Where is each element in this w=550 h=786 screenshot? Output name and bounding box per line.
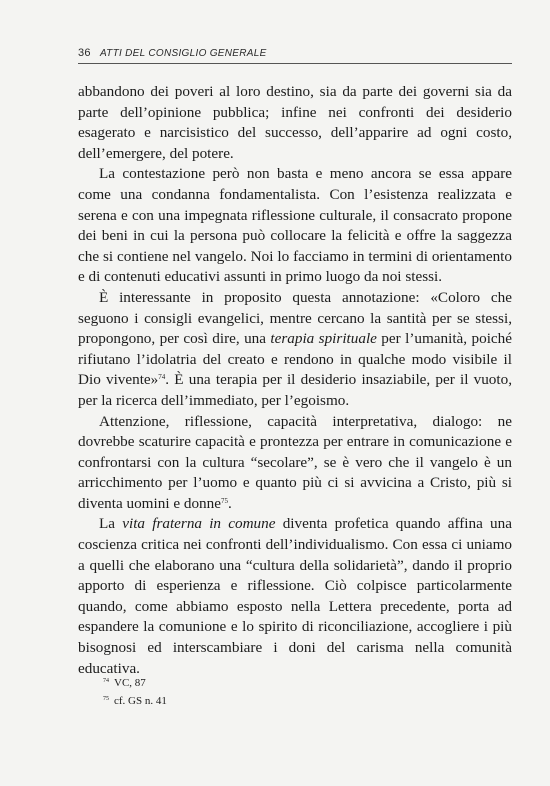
paragraph-1: abbandono dei poveri al loro destino, sia da parte dei governi sia da parte dell’opinione pubblica; infine nei confronti dei desiderio esagerato e narcisistico del successo, dell’apparire ad ogni costo, dell’emergere, del potere.	[78, 83, 512, 162]
footnote-ref[interactable]: 75	[220, 496, 228, 505]
text-segment: per l’umanità, poiché rifiutano l’idolatria del creato e rendono in qualche modo visibile il Dio vivente»	[78, 330, 512, 389]
footnote-text: VC, 87	[114, 677, 146, 689]
paragraph-3	[78, 288, 512, 412]
italic-term: vita fraterna in comune	[122, 515, 276, 533]
text-segment: . È una terapia per il desiderio insaziabile, per il vuoto, per la ricerca dell’immediato, per l’egoismo.	[78, 371, 513, 409]
text-segment: .	[227, 494, 232, 512]
text-segment: Attenzione, riflessione, capacità interpretativa, dialogo: ne dovrebbe scaturire capacità e prontezza per entrare in comunicazione e confrontarsi con la cultura “secolare”, se è vero che il vangelo è un arricchimento per l’uomo e quanto più ci si avvicina a Cristo, più si diventa uomini e donne	[78, 412, 512, 512]
page-number: 36	[78, 47, 91, 59]
footnotes	[103, 673, 167, 709]
text-segment: È interessante in proposito questa annotazione: «Coloro che seguono i consigli evangelici, mentre cercano la santità per se stessi, propongono, per così dire, una	[78, 288, 512, 348]
footnote-text: cf. GS n. 41	[114, 695, 167, 707]
paragraph-5	[78, 514, 512, 679]
footnote-number: 74	[103, 678, 109, 684]
running-title: ATTI DEL CONSIGLIO GENERALE	[99, 48, 267, 59]
paragraph-4	[78, 412, 512, 515]
paragraph-2: La contestazione però non basta e meno ancora se essa appare come una condanna fondamentalista. Con l’esistenza realizzata e serena e con una impegnata riflessione culturale, il consacrato propone dei beni in cui la persona può collocare la felicità e offre la saggezza che si contiene nel vangelo. Noi lo facciamo in termini di orientamento e di contenuti educativi assunti in primo luogo da noi stessi.	[78, 165, 512, 286]
body-text	[78, 82, 512, 679]
running-header	[78, 47, 510, 59]
italic-term: terapia spirituale	[270, 330, 377, 348]
footnote-ref[interactable]: 74	[158, 373, 166, 382]
text-segment: diventa profetica quando affina una coscienza critica nei confronti dell’individualismo. Con essa ci uniamo a quelli che elaborano una “cultura della solidarietà”, dando il proprio apporto di esperienza e riflessione. Ciò colpisce particolarmente quando, come abbiamo esposto nella Lettera precedente, porta ad espandere la comunione e lo spirito di riconciliazione, accogliere i più bisognosi ed interscambiare i doni del carisma nella comunità educativa.	[78, 515, 512, 677]
footnote-number: 75	[103, 696, 109, 702]
footnote	[103, 691, 167, 709]
footnote	[103, 673, 167, 691]
header-rule	[78, 63, 512, 64]
text-segment: La	[99, 515, 123, 533]
